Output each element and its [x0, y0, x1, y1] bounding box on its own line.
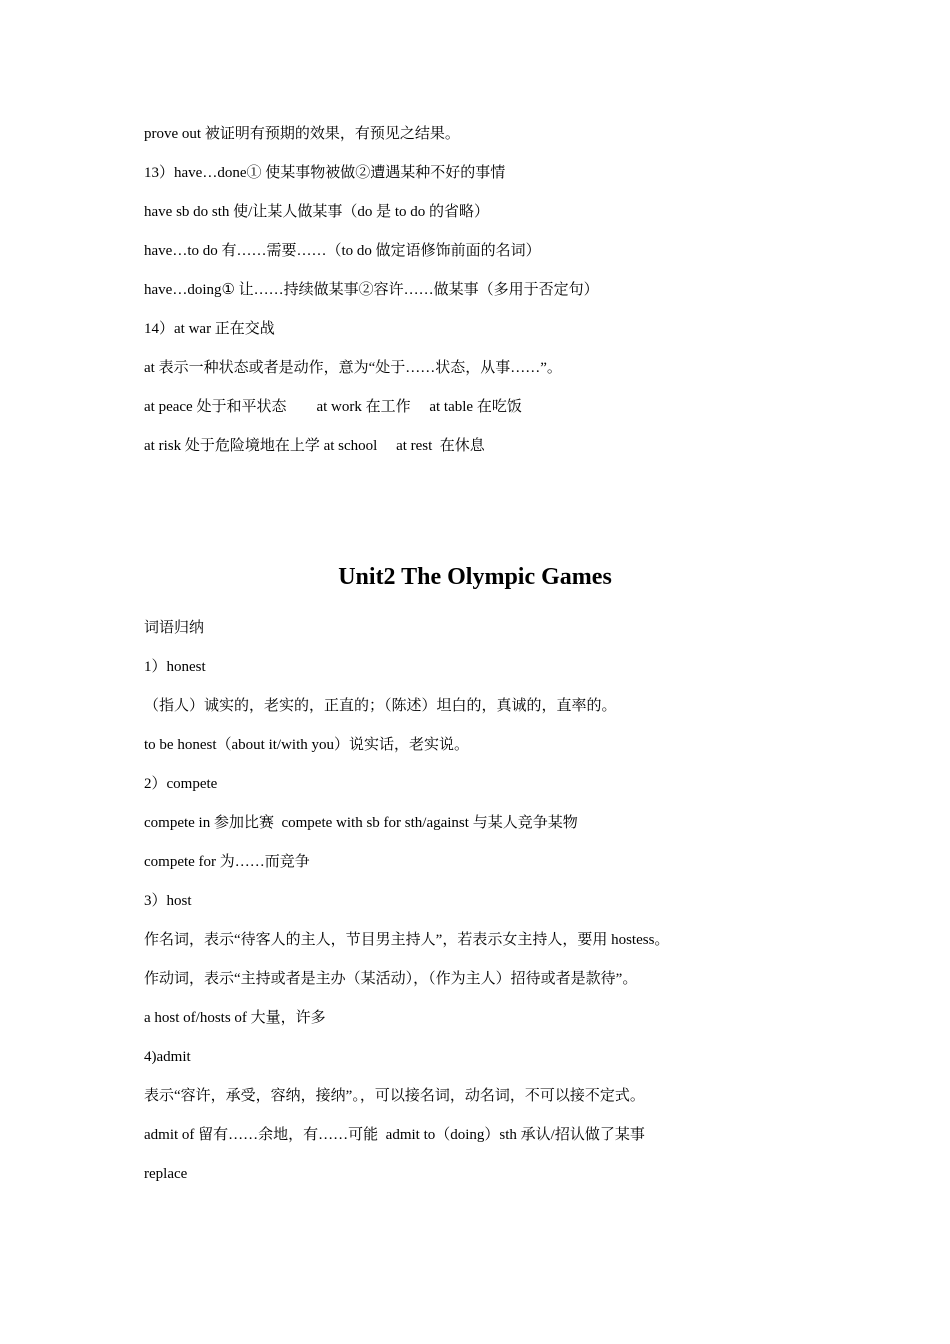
text-line: 1）honest — [144, 659, 206, 675]
text-line: （指人）诚实的，老实的，正直的；（陈述）坦白的，真诚的，直率的。 — [144, 698, 617, 714]
text-line: replace — [144, 1166, 188, 1182]
text-line: 表示“容许，承受，容纳，接纳”。，可以接名词，动名词，不可以接不定式。 — [144, 1088, 645, 1104]
text-line: 作名词，表示“待客人的主人，节目男主持人”，若表示女主持人，要用 hostess。 — [144, 932, 670, 948]
text-line: have…to do 有……需要……（to do 做定语修饰前面的名词） — [144, 243, 541, 259]
text-line: 词语归纳 — [144, 620, 205, 636]
text-line: a host of/hosts of 大量，许多 — [144, 1010, 326, 1026]
text-line: prove out 被证明有预期的效果，有预见之结果。 — [144, 126, 460, 142]
text-line: have…doing① 让……持续做某事②容许……做某事（多用于否定句） — [144, 282, 599, 298]
text-line: at peace 处于和平状态 at work 在工作 at table 在吃饭 — [144, 399, 522, 415]
text-line: admit of 留有……余地，有……可能 admit to（doing）sth 承认/招认做了某事 — [144, 1127, 645, 1143]
text-line: 3）host — [144, 893, 192, 909]
text-line: 作动词，表示“主持或者是主办（某活动），（作为主人）招待或者是款待”。 — [144, 971, 638, 987]
text-line: at risk 处于危险境地在上学 at school at rest 在休息 — [144, 438, 485, 454]
text-line: 2）compete — [144, 776, 218, 792]
text-line: have sb do sth 使/让某人做某事（do 是 to do 的省略） — [144, 204, 489, 220]
text-line: 13）have…done① 使某事物被做②遭遇某种不好的事情 — [144, 165, 506, 181]
text-line: 14）at war 正在交战 — [144, 321, 275, 337]
text-line: 4)admit — [144, 1049, 191, 1065]
section-heading: Unit2 The Olympic Games — [338, 564, 612, 590]
text-line: to be honest（about it/with you）说实话，老实说。 — [144, 737, 469, 753]
text-line: at 表示一种状态或者是动作，意为“处于……状态，从事……”。 — [144, 360, 562, 376]
text-line: compete for 为……而竞争 — [144, 854, 310, 870]
text-line: compete in 参加比赛 compete with sb for sth/against 与某人竞争某物 — [144, 815, 578, 831]
